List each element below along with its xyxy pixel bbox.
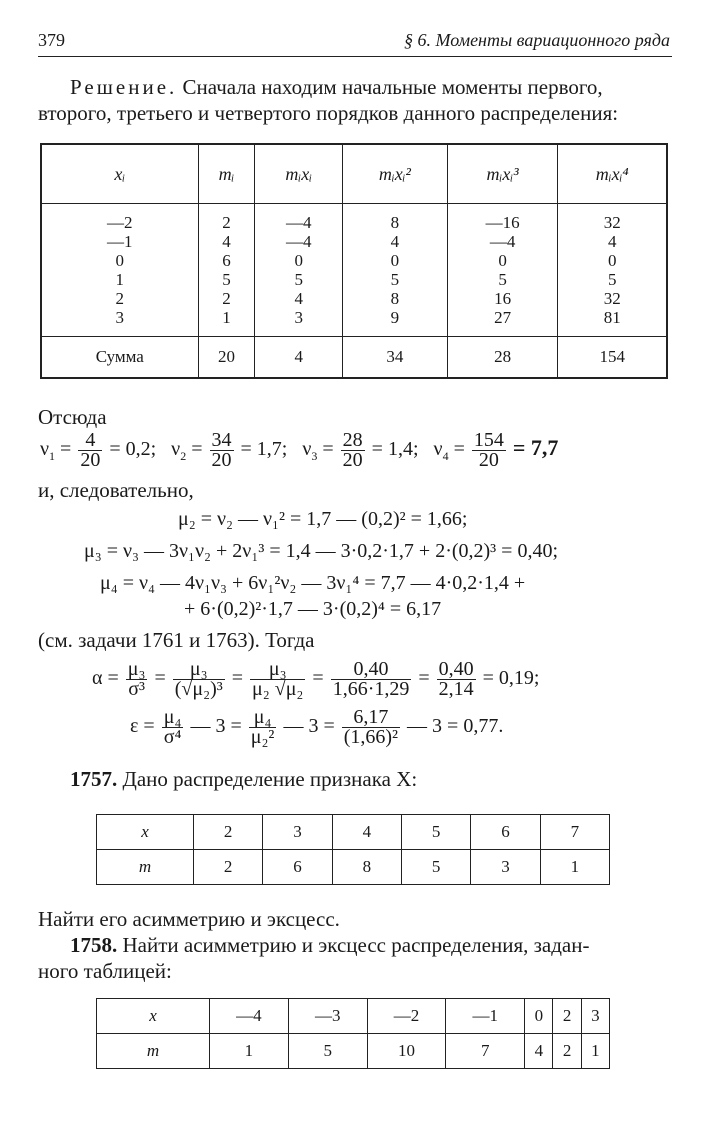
table-cell: 8	[332, 850, 401, 885]
table-cell: 9	[390, 308, 400, 327]
solution-word: Решение.	[70, 75, 178, 99]
asymmetry-result: = 0,19;	[482, 667, 540, 690]
table-cell: 8	[390, 213, 400, 232]
table-cell: 2	[194, 850, 263, 885]
table-cell: 0	[390, 251, 400, 270]
numerator: μ₃	[173, 660, 225, 680]
col-header: mᵢ	[198, 144, 255, 204]
x-row	[97, 815, 610, 850]
problem-number: 1757.	[70, 767, 118, 791]
sum-cell: 20	[198, 337, 255, 379]
denominator: (1,66)²	[343, 726, 399, 748]
table-cell: 32	[603, 213, 621, 232]
asym-frac-2	[173, 660, 225, 699]
problem-1757-heading	[70, 766, 417, 792]
data-column	[558, 204, 667, 337]
header-rule	[38, 56, 672, 57]
problem-1758-line2: ного таблицей:	[38, 959, 172, 983]
table-cell: 1	[210, 1034, 289, 1069]
denominator: 20	[478, 449, 499, 471]
table-cell: 81	[603, 308, 621, 327]
table-cell: 4	[332, 815, 401, 850]
distribution-table-1758	[96, 998, 610, 1069]
excess-frac-3	[342, 708, 400, 747]
problem-1758-heading	[70, 932, 589, 958]
sum-cell: 28	[447, 337, 558, 379]
nu2-value: = 1,7;	[240, 438, 288, 461]
nu2-fraction	[210, 431, 234, 470]
sum-cell: 154	[558, 337, 667, 379]
sum-cell: Сумма	[41, 337, 198, 379]
nu3-value: = 1,4;	[371, 438, 419, 461]
table-cell: 2	[553, 999, 581, 1034]
table-cell: 5	[401, 850, 470, 885]
table-cell: 6	[263, 850, 332, 885]
table-cell: 7	[446, 1034, 525, 1069]
table-cell: 4	[222, 232, 231, 251]
table-cell: 0	[115, 251, 125, 270]
data-column	[447, 204, 558, 337]
table-cell: 4	[525, 1034, 553, 1069]
table-cell: —4	[286, 232, 312, 251]
data-column	[255, 204, 343, 337]
numerator: 0,40	[331, 660, 412, 680]
table-cell: 8	[390, 289, 400, 308]
table-cell: —16	[485, 213, 520, 232]
denominator: 20	[80, 449, 101, 471]
table-cell: 0	[607, 251, 617, 270]
numerator: μ₃	[127, 658, 146, 680]
nu1-value: = 0,2;	[109, 438, 157, 461]
table-cell: 2	[222, 289, 231, 308]
numerator: 0,40	[438, 658, 474, 680]
col-header: mᵢxᵢ⁴	[558, 144, 667, 204]
m-row	[97, 1034, 610, 1069]
asym-frac-4	[331, 660, 412, 699]
hence-text: Отсюда	[38, 405, 107, 429]
m-row	[97, 850, 610, 885]
table-cell: 16	[494, 289, 512, 308]
nu4-fraction	[472, 431, 506, 470]
table-cell: 2	[194, 815, 263, 850]
problem-1757-task: Найти его асимметрию и эксцесс.	[38, 907, 340, 931]
col-header: mᵢxᵢ²	[343, 144, 448, 204]
numerator: μ₄	[162, 708, 184, 728]
denominator: (√μ₂)³	[174, 678, 223, 700]
table-cell: 3	[581, 999, 609, 1034]
nu4-value: = 7,7	[512, 435, 559, 461]
asym-frac-1	[126, 660, 148, 699]
mu3-formula: μ₃ = ν₃ — 3ν₁ν₂ + 2ν₁³ = 1,4 — 3·0,2·1,7 + 2·(0,2)³ = 0,40;	[84, 540, 559, 562]
col-header: mᵢxᵢ	[255, 144, 343, 204]
x-label: x	[97, 815, 194, 850]
table-cell: 5	[222, 270, 231, 289]
numerator: μ₃	[250, 660, 305, 680]
excess-frac-1	[162, 708, 184, 747]
table-cell: 5	[294, 270, 303, 289]
data-column	[198, 204, 255, 337]
denominator: μ₂²	[250, 726, 275, 748]
x-row	[97, 999, 610, 1034]
table-cell: 0	[498, 251, 507, 270]
table-cell: 1	[222, 308, 231, 327]
table-cell: 2	[553, 1034, 581, 1069]
table-cell: 10	[367, 1034, 446, 1069]
data-column	[343, 204, 448, 337]
table-cell: 2	[115, 289, 125, 308]
problem-text: Дано распределение признака X:	[117, 767, 418, 791]
see-problems-text: (см. задачи 1761 и 1763). Тогда	[38, 628, 315, 652]
table-cell: 0	[294, 251, 303, 270]
table-cell: —4	[210, 999, 289, 1034]
table-cell: 1	[540, 850, 609, 885]
denominator: 20	[342, 449, 363, 471]
table-cell: —4	[489, 232, 516, 251]
problem-number: 1758.	[70, 933, 118, 957]
numerator: 34	[211, 429, 232, 451]
moments-table-sum-row	[41, 337, 667, 379]
mu4-formula-line1: μ₄ = ν₄ — 4ν₁ν₃ + 6ν₁²ν₂ — 3ν₁⁴ = 7,7 — 4·0,2·1,4 +	[100, 572, 526, 594]
table-cell: 5	[401, 815, 470, 850]
sum-cell: 4	[255, 337, 343, 379]
x-label: x	[97, 999, 210, 1034]
numerator: 4	[78, 431, 102, 451]
intro-line-1	[70, 74, 603, 100]
mu4-formula-line2: + 6·(0,2)²·1,7 — 3·(0,2)⁴ = 6,17	[184, 598, 442, 620]
moments-table-body	[41, 204, 667, 337]
table-cell: —1	[446, 999, 525, 1034]
intro-line-2: второго, третьего и четвертого порядков данного распределения:	[38, 101, 619, 125]
table-cell: 3	[294, 308, 303, 327]
denominator: σ⁴	[163, 726, 182, 748]
table-cell: 1	[115, 270, 125, 289]
moments-table-header	[41, 144, 667, 204]
table-cell: 32	[603, 289, 621, 308]
section-title: § 6. Моменты вариационного ряда	[404, 30, 670, 50]
moments-table	[40, 143, 668, 379]
table-cell: 5	[390, 270, 400, 289]
nu-formulas: $\nu_1$ = $\frac{4}{20}$ = 0,2; $\nu_2$ = $\frac{34}{20}$ = 1,7; $\nu_3$ = $\frac{28}{20}$ = 1,4; $\nu_4$ = $\frac{154}{20}$ = 7,7	[40, 429, 559, 471]
table-cell: 4	[390, 232, 400, 251]
table-cell: 6	[471, 815, 540, 850]
table-cell: 6	[222, 251, 231, 270]
table-cell: 5	[288, 1034, 367, 1069]
distribution-table-1757	[96, 814, 610, 885]
table-cell: —1	[107, 232, 133, 251]
excess-formula: ε = $\frac{\text{μ₄}}{\text{σ⁴}}$ — 3 = $\frac{\text{μ₄}}{\text{μ₂²}}$ — 3 = $\frac{6,17}{\text{(1,66)²}}$ — 3 = 0,77.	[130, 706, 504, 748]
table-cell: 27	[494, 308, 512, 327]
problem-text: Найти асимметрию и эксцесс распределения, задан-	[117, 933, 590, 957]
table-cell: —2	[367, 999, 446, 1034]
numerator: 6,17	[342, 708, 400, 728]
denominator: 2,14	[438, 678, 474, 700]
m-label: m	[97, 1034, 210, 1069]
excess-frac-2	[249, 708, 277, 747]
denominator: 1,66·1,29	[332, 678, 410, 700]
table-cell: 3	[115, 308, 125, 327]
intro-text-1: Сначала находим начальные моменты первого,	[177, 75, 603, 99]
mu2-formula: μ₂ = ν₂ — ν₁² = 1,7 — (0,2)² = 1,66;	[178, 508, 468, 530]
table-cell: —4	[286, 213, 312, 232]
denominator: μ₂ √μ₂	[252, 678, 304, 700]
asym-frac-3	[250, 660, 305, 699]
nu1-fraction	[78, 431, 102, 470]
m-label: m	[97, 850, 194, 885]
table-cell: —2	[107, 213, 133, 232]
denominator: 20	[211, 449, 232, 471]
table-cell: 5	[607, 270, 617, 289]
table-cell: 3	[471, 850, 540, 885]
page-number: 379	[38, 30, 65, 50]
sum-cell: 34	[343, 337, 448, 379]
table-cell: 7	[540, 815, 609, 850]
excess-result: — 3 = 0,77.	[407, 715, 504, 738]
table-cell: 3	[263, 815, 332, 850]
asymmetry-formula: α = $\frac{\text{μ₃}}{\text{σ³}}$ = $\frac{\text{μ₃}}{\text{(√μ₂)³}}$ = $\frac{\text{μ₃}}{\text{μ₂ √μ₂}}$ = $\frac{0,40}{1,66\cdot 1,29}$ = $\frac{0,40}{2,14}$ = 0,19;	[92, 658, 540, 700]
table-cell: 0	[525, 999, 553, 1034]
nu3-fraction	[341, 431, 365, 470]
denominator: σ³	[128, 678, 145, 700]
and-therefore-text: и, следовательно,	[38, 478, 194, 502]
col-header: mᵢxᵢ³	[447, 144, 558, 204]
numerator: μ₄	[249, 708, 277, 728]
table-cell: 4	[294, 289, 303, 308]
table-cell: 2	[222, 213, 231, 232]
numerator: 28	[342, 429, 363, 451]
col-header: xᵢ	[41, 144, 198, 204]
data-column	[41, 204, 198, 337]
asym-frac-5	[437, 660, 476, 699]
table-cell: 4	[607, 232, 617, 251]
table-cell: 5	[498, 270, 507, 289]
table-cell: —3	[288, 999, 367, 1034]
table-cell: 1	[581, 1034, 609, 1069]
numerator: 154	[473, 429, 504, 451]
